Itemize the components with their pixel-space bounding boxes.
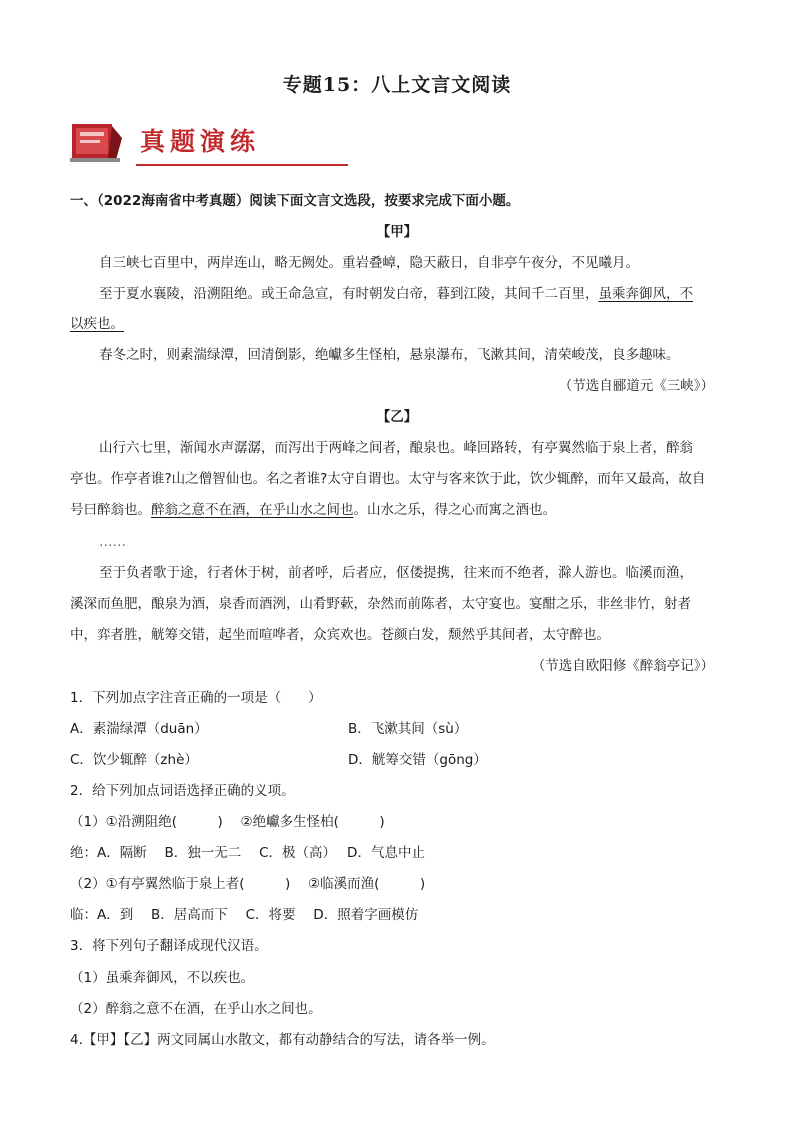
yi-source: （节选自欧阳修《醉翁亭记》）	[531, 658, 714, 674]
yi-p1-line-1: 山行六七里，渐闻水声潺潺，而泻出于两峰之间者，酿泉也。峰回路转，有亭翼然临于泉上者，醉翁	[99, 440, 693, 456]
q2-stem: 2．给下列加点词语选择正确的义项。	[70, 783, 295, 799]
jia-paragraph-2-line-2: 以疾也。	[70, 316, 124, 332]
jia-paragraph-3: 春冬之时，则素湍绿潭，回清倒影，绝巘多生怪柏，悬泉瀑布，飞漱其间，清荣峻茂，良多趣味。	[99, 347, 680, 363]
q1-option-b: B．飞漱其间（sù）	[348, 721, 468, 737]
yi-p1-line-2: 亭也。作亭者谁?山之僧智仙也。名之者谁?太守自谓也。太守与客来饮于此，饮少辄醉，而年又最高，故自	[70, 471, 706, 487]
book-icon	[70, 120, 126, 166]
section-banner	[64, 116, 288, 172]
question-intro: 一、（2022海南省中考真题）阅读下面文言文选段，按要求完成下面小题。	[70, 193, 520, 209]
passage-label-jia: 【甲】	[376, 224, 418, 240]
q4-stem: 4.【甲】【乙】两文同属山水散文，都有动静结合的写法，请各举一例。	[70, 1032, 495, 1048]
q3-sub-1: （1）虽乘奔御风，不以疾也。	[70, 970, 255, 986]
jia-paragraph-1: 自三峡七百里中，两岸连山，略无阙处。重岩叠嶂，隐天蔽日，自非亭午夜分，不见曦月。	[99, 255, 639, 271]
jia-paragraph-2-line-1	[99, 284, 693, 304]
q1-option-d: D．觥筹交错（gōng）	[348, 752, 487, 768]
yi-p1-underlined: 醉翁之意不在酒，在乎山水之间也	[151, 502, 354, 518]
yi-p1-text-a: 号曰醉翁也。	[70, 502, 151, 518]
q2-sub-2: （2）①有亭翼然临于泉上者( ) ②临溪而渔( )	[70, 876, 426, 892]
q2-sub-1-options: 绝：A．隔断 B．独一无二 C．极（高） D．气息中止	[70, 845, 425, 861]
q1-stem: 1．下列加点字注音正确的一项是（ ）	[70, 690, 322, 706]
q1-option-a: A．素湍绿潭（duān）	[70, 721, 208, 737]
jia-source: （节选自郦道元《三峡》）	[558, 378, 714, 394]
q3-sub-2: （2）醉翁之意不在酒，在乎山水之间也。	[70, 1001, 322, 1017]
yi-p2-line-3: 中，弈者胜，觥筹交错，起坐而喧哗者，众宾欢也。苍颜白发，颓然乎其间者，太守醉也。	[70, 627, 610, 643]
jia-p2-underlined: 虽乘奔御风，不	[598, 286, 693, 302]
yi-p1-line-3	[70, 500, 556, 520]
yi-p1-text-b: 。山水之乐，得之心而寓之酒也。	[353, 502, 556, 518]
banner-label: 真题演练	[140, 127, 261, 156]
yi-p2-line-2: 溪深而鱼肥，酿泉为酒，泉香而酒洌，山肴野蔌，杂然而前陈者，太守宴也。宴酣之乐，非丝非竹，射者	[70, 596, 691, 612]
jia-p2-text: 至于夏水襄陵，沿溯阻绝。或王命急宣，有时朝发白帝，暮到江陵，其间千二百里，	[99, 286, 599, 302]
banner-underline	[136, 164, 348, 166]
yi-p2-line-1: 至于负者歌于途，行者休于树，前者呼，后者应，伛偻提携，往来而不绝者，滁人游也。临溪而渔，	[99, 565, 693, 581]
passage-label-yi: 【乙】	[376, 409, 418, 425]
q1-option-c: C．饮少辄醉（zhè）	[70, 752, 198, 768]
q2-sub-1: （1）①沿溯阻绝( ) ②绝巘多生怪柏( )	[70, 814, 385, 830]
q3-stem: 3．将下列句子翻译成现代汉语。	[70, 938, 268, 954]
q2-sub-2-options: 临：A．到 B．居高而下 C．将要 D．照着字画模仿	[70, 907, 419, 923]
page-title: 专题15：八上文言文阅读	[282, 74, 512, 96]
ellipsis: ……	[99, 534, 126, 550]
